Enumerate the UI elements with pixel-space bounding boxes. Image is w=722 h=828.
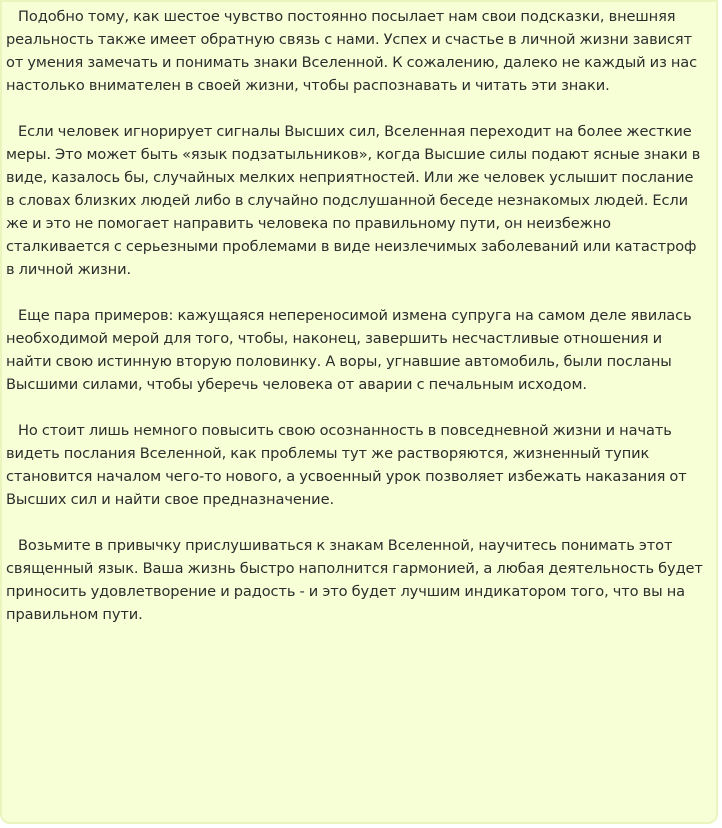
paragraph-3: Еще пара примеров: кажущаяся непереносимой измена супруга на самом деле явилась необходимой мерой для того, чтобы, наконец, завершить несчастливые отношения и найти свою истинную вторую половинку. А воры, угнавшие автомобиль, были посланы Высшими силами, чтобы уберечь человека от аварии с печальным исходом.: [6, 307, 692, 393]
article-body: [6, 5, 706, 649]
paragraph-5: Возьмите в привычку прислушиваться к знакам Вселенной, научитесь понимать этот священный язык. Ваша жизнь быстро наполнится гармонией, а любая деятельность будет приносить удовлетворение и радость - и это будет лучшим индикатором того, что вы на правильном пути.: [6, 537, 703, 623]
paragraph-1: Подобно тому, как шестое чувство постоянно посылает нам свои подсказки, внешняя реальность также имеет обратную связь с нами. Успех и счастье в личной жизни зависят от умения замечать и понимать знаки Вселенной. К сожалению, далеко не каждый из нас настолько внимателен в своей жизни, чтобы распознавать и читать эти знаки.: [6, 8, 698, 94]
paragraph-2: Если человек игнорирует сигналы Высших сил, Вселенная переходит на более жесткие меры. Это может быть «язык подзатыльников», когда Высшие силы подают ясные знаки в виде, казалось бы, случайных мелких неприятностей. Или же человек услышит послание в словах близких людей либо в случайно подслушанной беседе незнакомых людей. Если же и это не помогает направить человека по правильному пути, он неизбежно сталкивается с серьезными проблемами в виде неизлечимых заболеваний или катастроф в личной жизни.: [6, 123, 701, 278]
paragraph-4: Но стоит лишь немного повысить свою осознанность в повседневной жизни и начать видеть послания Вселенной, как проблемы тут же растворяются, жизненный тупик становится началом чего-то нового, а усвоенный урок позволяет избежать наказания от Высших сил и найти свое предназначение.: [6, 422, 687, 508]
